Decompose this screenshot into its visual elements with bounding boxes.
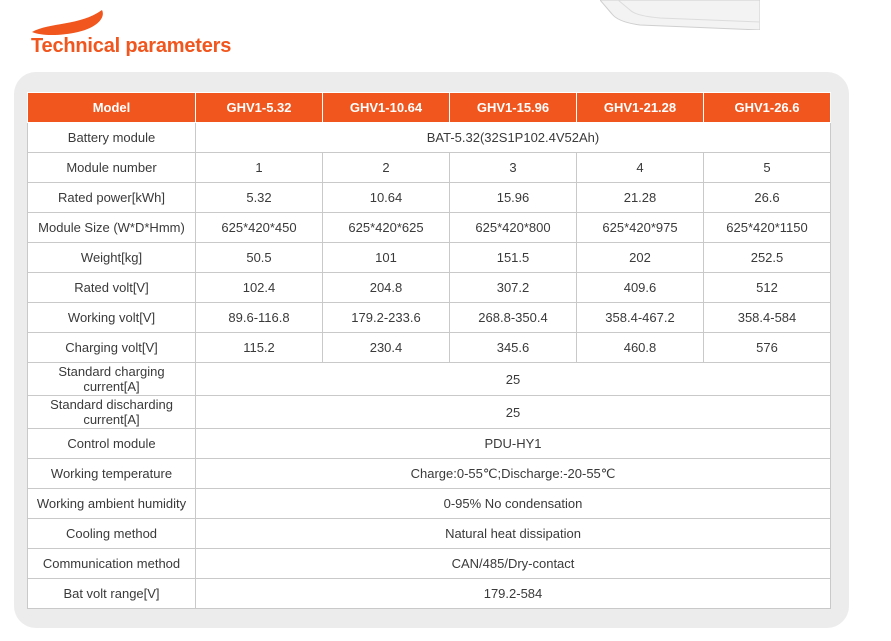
merged-value-cell: Charge:0-55℃;Discharge:-20-55℃ xyxy=(196,459,831,489)
row-label: Weight[kg] xyxy=(28,243,196,273)
value-cell: 358.4-584 xyxy=(704,303,831,333)
value-cell: 625*420*625 xyxy=(323,213,450,243)
table-row xyxy=(28,549,831,579)
merged-value-cell: CAN/485/Dry-contact xyxy=(196,549,831,579)
value-cell: 102.4 xyxy=(196,273,323,303)
value-cell: 576 xyxy=(704,333,831,363)
table-row xyxy=(28,459,831,489)
value-cell: 2 xyxy=(323,153,450,183)
value-cell: 230.4 xyxy=(323,333,450,363)
section-title: Technical parameters xyxy=(31,35,232,57)
merged-value-cell: Natural heat dissipation xyxy=(196,519,831,549)
technical-parameters-table xyxy=(27,92,831,609)
merged-value-cell: 179.2-584 xyxy=(196,579,831,609)
value-cell: 4 xyxy=(577,153,704,183)
value-cell: 204.8 xyxy=(323,273,450,303)
value-cell: 15.96 xyxy=(450,183,577,213)
table-row xyxy=(28,243,831,273)
row-label: Battery module xyxy=(28,123,196,153)
value-cell: 151.5 xyxy=(450,243,577,273)
value-cell: 358.4-467.2 xyxy=(577,303,704,333)
merged-value-cell: 25 xyxy=(196,396,831,429)
value-cell: 179.2-233.6 xyxy=(323,303,450,333)
table-row xyxy=(28,489,831,519)
value-cell: 115.2 xyxy=(196,333,323,363)
row-label: Charging volt[V] xyxy=(28,333,196,363)
row-label: Standard discharding current[A] xyxy=(28,396,196,429)
row-label: Module number xyxy=(28,153,196,183)
table-row xyxy=(28,273,831,303)
row-label: Working temperature xyxy=(28,459,196,489)
value-cell: 625*420*1150 xyxy=(704,213,831,243)
value-cell: 101 xyxy=(323,243,450,273)
row-label: Cooling method xyxy=(28,519,196,549)
table-header-row xyxy=(28,93,831,123)
value-cell: 26.6 xyxy=(704,183,831,213)
row-label: Working ambient humidity xyxy=(28,489,196,519)
merged-value-cell: 0-95% No condensation xyxy=(196,489,831,519)
table-row xyxy=(28,363,831,396)
table-row xyxy=(28,213,831,243)
table-row xyxy=(28,303,831,333)
value-cell: 625*420*450 xyxy=(196,213,323,243)
value-cell: 10.64 xyxy=(323,183,450,213)
row-label: Standard charging current[A] xyxy=(28,363,196,396)
value-cell: 89.6-116.8 xyxy=(196,303,323,333)
table-row xyxy=(28,123,831,153)
table-row xyxy=(28,153,831,183)
value-cell: 625*420*800 xyxy=(450,213,577,243)
value-cell: 460.8 xyxy=(577,333,704,363)
value-cell: 345.6 xyxy=(450,333,577,363)
table-row xyxy=(28,579,831,609)
header-cell-ghv1-15-96: GHV1-15.96 xyxy=(450,93,577,123)
battery-product-image xyxy=(600,0,760,30)
header-cell-ghv1-10-64: GHV1-10.64 xyxy=(323,93,450,123)
row-label: Communication method xyxy=(28,549,196,579)
value-cell: 5.32 xyxy=(196,183,323,213)
table-row xyxy=(28,183,831,213)
header-cell-model: Model xyxy=(28,93,196,123)
value-cell: 202 xyxy=(577,243,704,273)
table-row xyxy=(28,396,831,429)
value-cell: 512 xyxy=(704,273,831,303)
row-label: Rated volt[V] xyxy=(28,273,196,303)
merged-value-cell: 25 xyxy=(196,363,831,396)
value-cell: 1 xyxy=(196,153,323,183)
table-row xyxy=(28,519,831,549)
header-cell-ghv1-21-28: GHV1-21.28 xyxy=(577,93,704,123)
value-cell: 3 xyxy=(450,153,577,183)
header-cell-ghv1-26-6: GHV1-26.6 xyxy=(704,93,831,123)
value-cell: 307.2 xyxy=(450,273,577,303)
value-cell: 21.28 xyxy=(577,183,704,213)
header-cell-ghv1-5-32: GHV1-5.32 xyxy=(196,93,323,123)
value-cell: 252.5 xyxy=(704,243,831,273)
row-label: Control module xyxy=(28,429,196,459)
value-cell: 5 xyxy=(704,153,831,183)
table-row xyxy=(28,333,831,363)
merged-value-cell: PDU-HY1 xyxy=(196,429,831,459)
merged-value-cell: BAT-5.32(32S1P102.4V52Ah) xyxy=(196,123,831,153)
value-cell: 625*420*975 xyxy=(577,213,704,243)
value-cell: 409.6 xyxy=(577,273,704,303)
value-cell: 50.5 xyxy=(196,243,323,273)
table-row xyxy=(28,429,831,459)
row-label: Module Size (W*D*Hmm) xyxy=(28,213,196,243)
value-cell: 268.8-350.4 xyxy=(450,303,577,333)
row-label: Rated power[kWh] xyxy=(28,183,196,213)
row-label: Working volt[V] xyxy=(28,303,196,333)
row-label: Bat volt range[V] xyxy=(28,579,196,609)
